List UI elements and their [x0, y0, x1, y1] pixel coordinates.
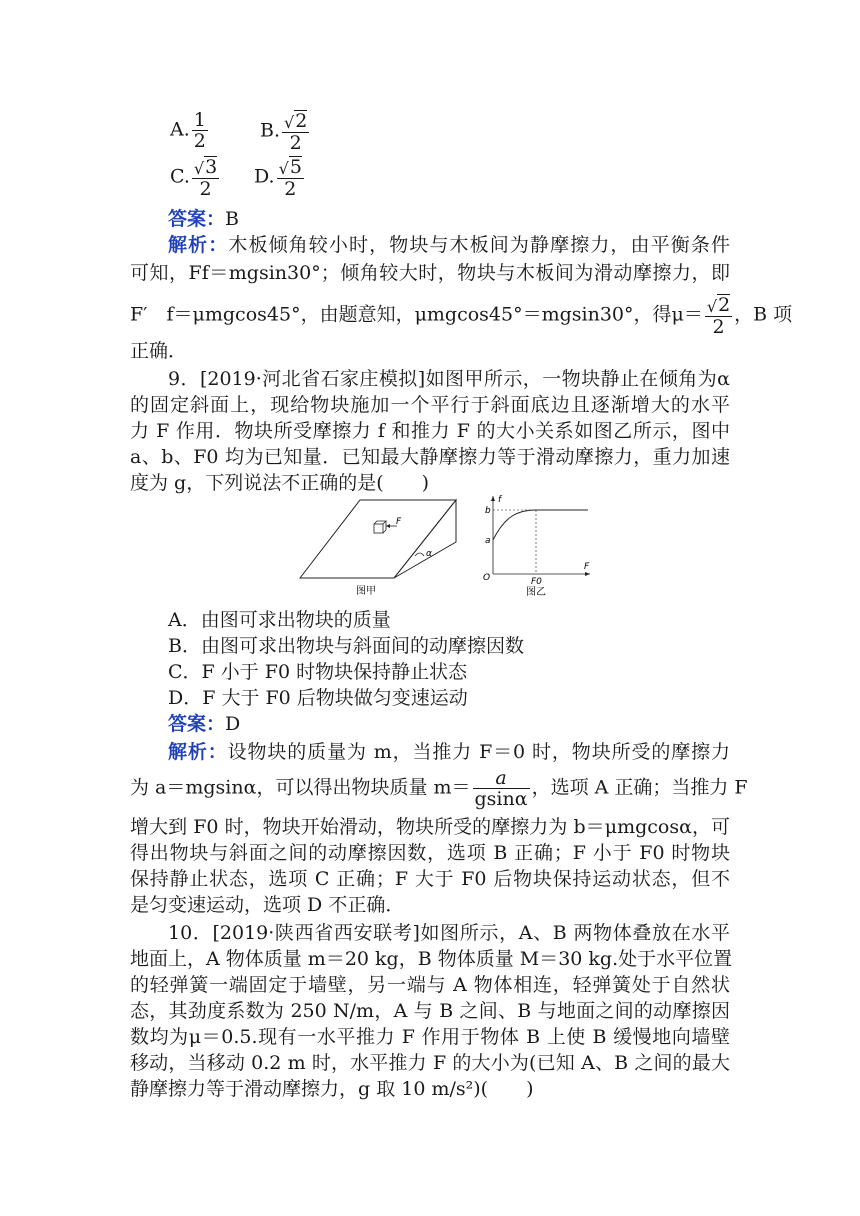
q8-analysis-line-4: 正确．	[130, 340, 188, 362]
axis-f-label: f	[498, 495, 502, 505]
q8-analysis-line-1: 解析：木板倾角较小时，物块与木板间为静摩擦力，由平衡条件	[168, 234, 730, 256]
q10-stem-line-6: 移动，当移动 0.2 m 时，水平推力 F 的大小为(已知 A、B 之间的最大	[130, 1052, 730, 1074]
block-icon	[374, 521, 386, 533]
q8-analysis-line-2: 可知，Ff＝mgsin30°；倾角较大时，物块与木板间为滑动摩擦力，即	[130, 262, 730, 284]
figure-yi-caption: 图乙	[526, 587, 546, 598]
q9-stem-line-3: 力 F 作用．物块所受摩擦力 f 和推力 F 的大小关系如图乙所示，图中	[130, 420, 730, 442]
tick-a-label: a	[485, 536, 491, 546]
q10-stem-line-7: 静摩擦力等于滑动摩擦力，g 取 10 m/s²)( )	[130, 1078, 534, 1100]
incline-diagram	[300, 500, 456, 597]
q10-stem-line-4: 态，其劲度系数为 250 N/m，A 与 B 之间、B 与地面之间的动摩擦因	[130, 1000, 730, 1022]
q10-stem-line-1: 10．[2019·陕西省西安联考]如图所示，A、B 两物体叠放在水平	[168, 922, 730, 944]
figure-jia-caption: 图甲	[356, 586, 376, 597]
friction-graph	[483, 495, 590, 598]
q9-analysis-line-5: 保持静止状态，选项 C 正确；F 大于 F0 后物块保持运动状态，但不	[130, 868, 730, 890]
q9-analysis-line-1: 解析：设物块的质量为 m，当推力 F＝0 时，物块所受的摩擦力	[168, 741, 730, 763]
alpha-label: α	[426, 549, 432, 559]
q9-option-c: C．F 小于 F0 时物块保持静止状态	[168, 661, 468, 683]
q9-analysis-line-3: 增大到 F0 时，物块开始滑动，物块所受的摩擦力为 b＝μmgcosα，可	[130, 816, 730, 838]
q9-option-d: D．F 大于 F0 后物块做匀变速运动	[168, 687, 468, 709]
force-arrow-head	[386, 524, 390, 528]
q10-stem-line-5: 数均为μ＝0.5.现有一水平推力 F 作用于物体 B 上使 B 缓慢地向墙壁	[130, 1026, 730, 1048]
origin-label: O	[483, 573, 491, 583]
q9-stem-line-2: 的固定斜面上，现给物块施加一个平行于斜面底边且逐渐增大的水平	[130, 394, 730, 416]
q10-stem-line-3: 的轻弹簧一端固定于墙壁，另一端与 A 物体相连，轻弹簧处于自然状	[130, 974, 730, 996]
axis-F-label: F	[584, 562, 590, 572]
q9-answer: 答案：D	[168, 713, 241, 735]
q8-option-c: C. $\frac{√3}{2}$	[170, 156, 218, 200]
incline-side-face	[394, 500, 456, 578]
tick-b-label: b	[485, 506, 491, 516]
q9-analysis-line-2: 为 a＝mgsinα，可以得出物块质量 m＝ $\frac{a}{gsin\alpha}$ ，选项 A 正确；当推力 F	[130, 767, 748, 810]
q8-option-a: A. $\frac{1}{2}$	[170, 109, 206, 152]
q9-figure	[290, 494, 590, 604]
q9-analysis-line-4: 得出物块与斜面之间的动摩擦因数，选项 B 正确；F 小于 F0 时物块	[130, 842, 730, 864]
q8-answer: 答案：B	[168, 208, 239, 230]
incline-top-face	[300, 500, 456, 578]
q8-analysis-line-3: F′ f＝μmgcos45°，由题意知，μmgcos45°＝mgsin30°，得μ＝ $\frac{√2}{2}$ ，B 项	[130, 294, 793, 338]
friction-curve	[493, 510, 588, 540]
q9-option-b: B．由图可求出物块与斜面间的动摩擦因数	[168, 635, 524, 657]
q9-stem-line-1: 9．[2019·河北省石家庄模拟]如图甲所示，一物块静止在倾角为α	[168, 368, 730, 390]
q10-stem-line-2: 地面上，A 物体质量 m＝20 kg，B 物体质量 M＝30 kg.处于水平位置	[130, 948, 733, 970]
q9-stem-line-4: a、b、F0 均为已知量．已知最大静摩擦力等于滑动摩擦力，重力加速	[130, 446, 730, 468]
q8-option-b: B. $\frac{√2}{2}$	[260, 110, 308, 154]
q8-option-d: D. $\frac{√5}{2}$	[254, 156, 302, 200]
tick-F0-label: F0	[531, 577, 542, 587]
angle-arc	[415, 553, 424, 556]
q9-option-a: A．由图可求出物块的质量	[168, 609, 391, 631]
q9-stem-line-5: 度为 g，下列说法不正确的是( )	[130, 472, 430, 494]
force-label: F	[396, 517, 402, 527]
q9-analysis-line-6: 是匀变速运动，选项 D 不正确．	[130, 894, 405, 916]
